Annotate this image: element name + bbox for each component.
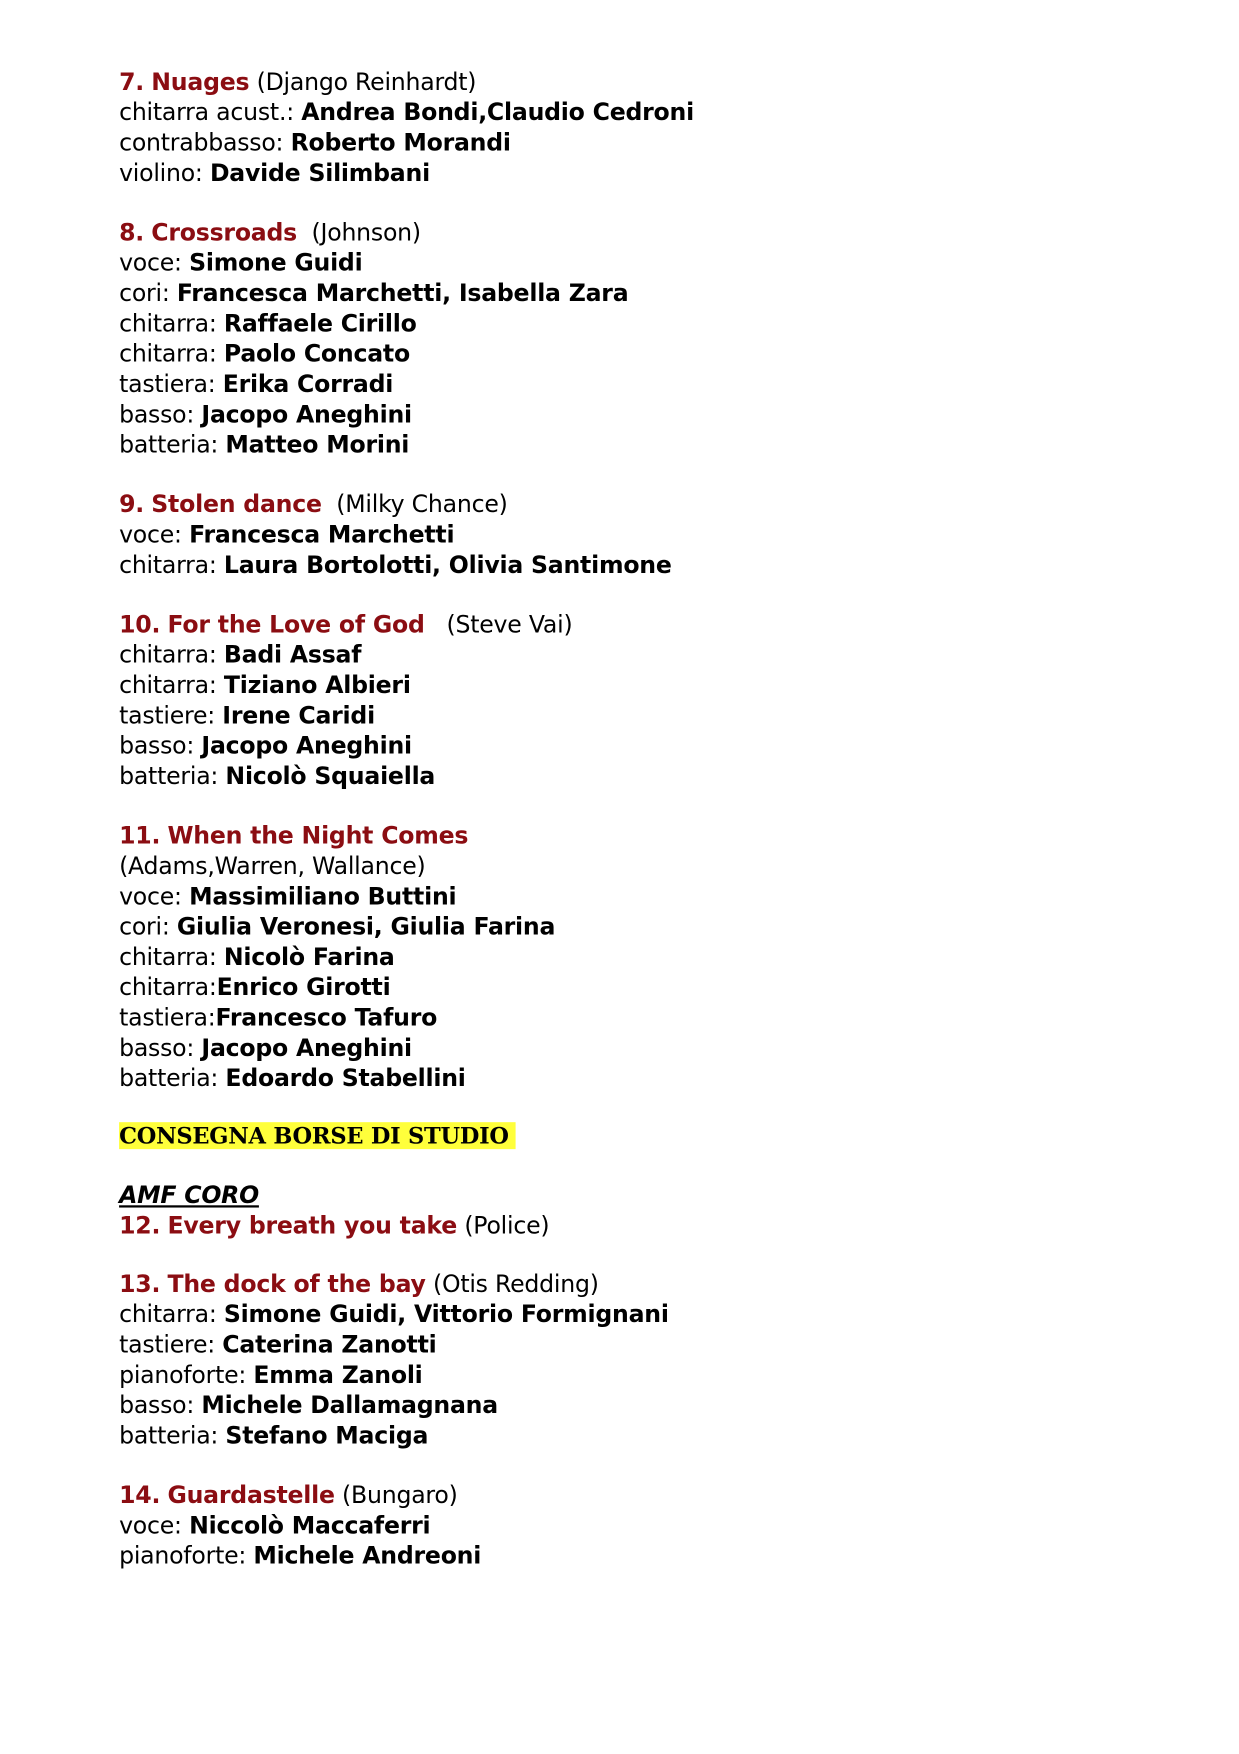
performer-role: basso:	[119, 1034, 195, 1062]
performer-names: Irene Caridi	[222, 702, 375, 730]
piece-8-heading	[119, 218, 421, 248]
announcement-line	[119, 1121, 515, 1151]
piece-title: Every breath you take	[167, 1212, 458, 1239]
performer-role: chitarra:	[119, 943, 217, 971]
performer-line	[119, 430, 409, 460]
performer-line	[119, 942, 395, 972]
piece-number: 13.	[119, 1270, 161, 1298]
performer-line	[119, 882, 456, 912]
performer-role: chitarra acust.:	[119, 98, 294, 126]
performer-names: Badi Assaf	[223, 641, 362, 669]
performer-role: cori:	[119, 279, 170, 307]
piece-composer: (Django Reinhardt)	[256, 68, 477, 96]
performer-line	[119, 973, 390, 1003]
piece-title: For the Love of God	[167, 611, 425, 639]
group-heading-line	[119, 1181, 259, 1211]
performer-role: chitarra:	[119, 973, 217, 1001]
performer-names: Jacopo Aneghini	[201, 732, 412, 760]
performer-line	[119, 731, 412, 761]
piece-composer: (Milky Chance)	[336, 490, 508, 518]
performer-names: Massimiliano Buttini	[189, 882, 457, 910]
performer-line	[119, 671, 411, 701]
performer-role: contrabbasso:	[119, 129, 284, 157]
performer-names: Edoardo Stabellini	[225, 1064, 466, 1092]
performer-line	[119, 550, 672, 580]
performer-role: chitarra:	[119, 340, 217, 368]
piece-title: Guardastelle	[167, 1481, 335, 1509]
performer-line	[119, 279, 628, 309]
piece-7-heading	[119, 67, 476, 97]
performer-names: Enrico Girotti	[216, 973, 391, 1001]
performer-names: Laura Bortolotti, Olivia Santimone	[223, 551, 672, 579]
piece-number: 9.	[119, 490, 145, 518]
piece-number: 11.	[119, 822, 161, 850]
performer-role: voce:	[119, 882, 182, 910]
piece-composer: (Johnson)	[311, 219, 421, 247]
performer-role: basso:	[119, 732, 195, 760]
performer-role: basso:	[119, 401, 195, 428]
group-heading: AMF CORO	[119, 1181, 259, 1209]
performer-role: chitarra:	[119, 310, 217, 337]
performer-line	[119, 339, 410, 369]
piece-title: When the Night Comes	[167, 822, 469, 850]
piece-number: 7.	[119, 68, 145, 96]
piece-10-heading	[119, 610, 572, 640]
performer-names: Francesca Marchetti	[189, 521, 455, 549]
performer-role: tastiera:	[119, 1004, 216, 1032]
piece-number: 8.	[119, 219, 145, 247]
performer-names: Jacopo Aneghini	[201, 401, 412, 428]
performer-line	[119, 98, 694, 128]
performer-line	[119, 370, 393, 400]
piece-13-heading	[119, 1269, 599, 1299]
performer-names: Nicolò Farina	[223, 943, 395, 971]
piece-composer: (Steve Vai)	[446, 611, 573, 639]
performer-role: chitarra:	[119, 641, 217, 669]
performer-names: Paolo Concato	[223, 340, 410, 368]
performer-names: Michele Andreoni	[253, 1542, 482, 1570]
performer-line	[119, 1541, 481, 1571]
performer-line	[119, 640, 361, 670]
performer-line	[119, 158, 430, 188]
performer-role: batteria:	[119, 762, 219, 790]
performer-line	[119, 912, 555, 942]
performer-names: Simone Guidi, Vittorio Formignani	[223, 1300, 669, 1328]
piece-composer: (Bungaro)	[342, 1481, 458, 1509]
piece-number: 14.	[119, 1481, 161, 1509]
performer-role: basso:	[119, 1391, 195, 1419]
performer-role: tastiera:	[119, 370, 216, 398]
performer-line	[119, 1033, 412, 1063]
performer-names: Stefano Maciga	[225, 1422, 429, 1450]
performer-names: Nicolò Squaiella	[225, 762, 436, 790]
piece-composer: (Adams,Warren, Wallance)	[119, 852, 426, 880]
piece-composer-line	[119, 851, 425, 881]
piece-title: Nuages	[151, 68, 250, 96]
performer-line	[119, 309, 417, 339]
performer-names: Matteo Morini	[225, 431, 410, 459]
performer-role: chitarra:	[119, 671, 217, 699]
performer-line	[119, 128, 511, 158]
performer-role: cori:	[119, 913, 170, 941]
performer-line	[119, 1330, 436, 1360]
performer-line	[119, 1360, 422, 1390]
performer-role: chitarra:	[119, 551, 217, 579]
performer-role: voce:	[119, 1511, 182, 1539]
performer-names: Davide Silimbani	[209, 159, 430, 187]
performer-line	[119, 1511, 430, 1541]
piece-title: Crossroads	[151, 219, 297, 247]
performer-line	[119, 762, 435, 792]
performer-names: Tiziano Albieri	[223, 671, 411, 699]
performer-line	[119, 248, 362, 278]
performer-names: Francesco Tafuro	[215, 1004, 438, 1032]
performer-names: Raffaele Cirillo	[223, 310, 417, 337]
performer-role: tastiere:	[119, 702, 216, 730]
piece-title: The dock of the bay	[167, 1270, 426, 1298]
scholarship-announcement: CONSEGNA BORSE DI STUDIO	[119, 1122, 515, 1149]
piece-composer: (Police)	[464, 1212, 550, 1239]
performer-names: Caterina Zanotti	[222, 1331, 437, 1359]
performer-line	[119, 1421, 428, 1451]
performer-role: tastiere:	[119, 1331, 216, 1359]
performer-names: Andrea Bondi,Claudio Cedroni	[301, 98, 694, 126]
performer-role: violino:	[119, 159, 203, 187]
performer-names: Erika Corradi	[222, 370, 394, 398]
piece-11-heading	[119, 821, 468, 851]
performer-role: batteria:	[119, 431, 219, 459]
performer-names: Jacopo Aneghini	[201, 1034, 412, 1062]
piece-number: 10.	[119, 611, 161, 639]
piece-9-heading	[119, 490, 508, 520]
performer-role: batteria:	[119, 1422, 219, 1450]
performer-names: Emma Zanoli	[253, 1361, 423, 1389]
performer-line	[119, 1003, 437, 1033]
performer-names: Giulia Veronesi, Giulia Farina	[176, 913, 556, 941]
piece-14-heading	[119, 1481, 458, 1511]
performer-line	[119, 1391, 498, 1421]
performer-line	[119, 701, 375, 731]
piece-number: 12.	[119, 1212, 161, 1239]
performer-names: Michele Dallamagnana	[201, 1391, 498, 1419]
performer-line	[119, 1064, 466, 1094]
performer-names: Niccolò Maccaferri	[189, 1511, 431, 1539]
performer-names: Francesca Marchetti, Isabella Zara	[176, 279, 629, 307]
performer-role: pianoforte:	[119, 1542, 247, 1570]
performer-role: voce:	[119, 521, 182, 549]
performer-names: Roberto Morandi	[290, 129, 511, 157]
performer-names: Simone Guidi	[189, 249, 363, 277]
performer-role: batteria:	[119, 1064, 219, 1092]
piece-12-heading	[119, 1211, 549, 1241]
performer-role: voce:	[119, 249, 182, 277]
performer-role: chitarra:	[119, 1300, 217, 1328]
performer-line	[119, 520, 454, 550]
performer-line	[119, 1300, 669, 1330]
performer-role: pianoforte:	[119, 1361, 247, 1389]
piece-title: Stolen dance	[151, 490, 322, 518]
piece-composer: (Otis Redding)	[432, 1270, 599, 1298]
performer-line	[119, 400, 412, 430]
